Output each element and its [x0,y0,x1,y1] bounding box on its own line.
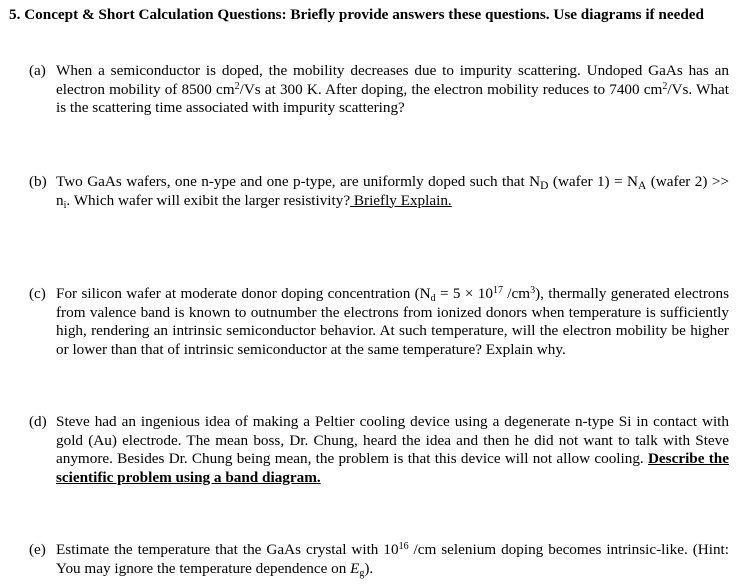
question-text: (wafer 2) >> n [56,173,730,209]
question-e [29,541,729,578]
section-title: 5. Concept & Short Calculation Questions: Briefly provide answers these questions. Use diagrams if needed [9,6,704,23]
question-text: For silicon wafer at moderate donor doping concentration (N [56,285,431,302]
question-text: Two GaAs wafers, one n-ype and one p-type, are uniformly doped such that N [56,173,541,190]
question-text: Estimate the temperature that the GaAs crystal with 10 [56,541,399,558]
question-text: ). [364,559,374,577]
question-a [29,62,729,118]
subscript: D [540,180,549,192]
subscript: A [638,180,647,192]
question-label: (c) [29,285,46,302]
superscript: 16 [398,541,409,552]
question-text: ), thermally generated electrons from valence band is known to outnumber the electrons from ionized donors when temperature is sufficiently high, rendering an intrinsic semiconductor behavior. At such temperature, will the electron mobility be higher or lower than that of intrinsic semiconductor at the same temperature? Explain why. [56,285,729,358]
question-text: Steve had an ingenious idea of making a Peltier cooling device using a degenerate n-type Si in contact with gold (Au) electrode. The mean boss, Dr. Chung, heard the idea and then he did not want to talk with Steve anymore. Besides Dr. Chung being mean, the problem is that this device will not allow cooling. [56,413,729,468]
variable: E [350,559,360,577]
question-text: /cm [502,285,531,302]
superscript: 2 [234,80,240,92]
subscript: g [359,567,365,579]
question-c [29,285,729,359]
question-text: (wafer 1) = N [548,173,638,190]
bold-underlined-text: Describe the scientific problem using a band diagram. [56,450,729,486]
question-text: /cm selenium doping becomes intrinsic-like. (Hint: You may ignore the temperature dependence on [56,541,729,577]
question-b [29,173,729,210]
underlined-text: Briefly Explain. [350,191,452,209]
question-label: (a) [29,62,46,79]
superscript: 2 [662,80,668,92]
question-label: (d) [29,413,47,430]
superscript: 3 [530,285,536,296]
question-text: /Vs at 300 K. After doping, the electron mobility reduces to 7400 cm [239,80,663,98]
question-text: . Which wafer will exibit the larger resistivity? [66,191,351,209]
question-text: /Vs. What is the scattering time associated with impurity scattering? [56,80,729,117]
subscript: i [63,199,67,211]
subscript: d [430,293,436,304]
question-label: (e) [29,541,46,558]
question-text: = 5 × 10 [435,285,493,302]
question-text: When a semiconductor is doped, the mobility decreases due to impurity scattering. Undoped GaAs has an electron mobility of 8500 cm [56,62,729,98]
question-label: (b) [29,173,47,190]
question-d [29,413,729,487]
superscript: 17 [492,285,503,296]
